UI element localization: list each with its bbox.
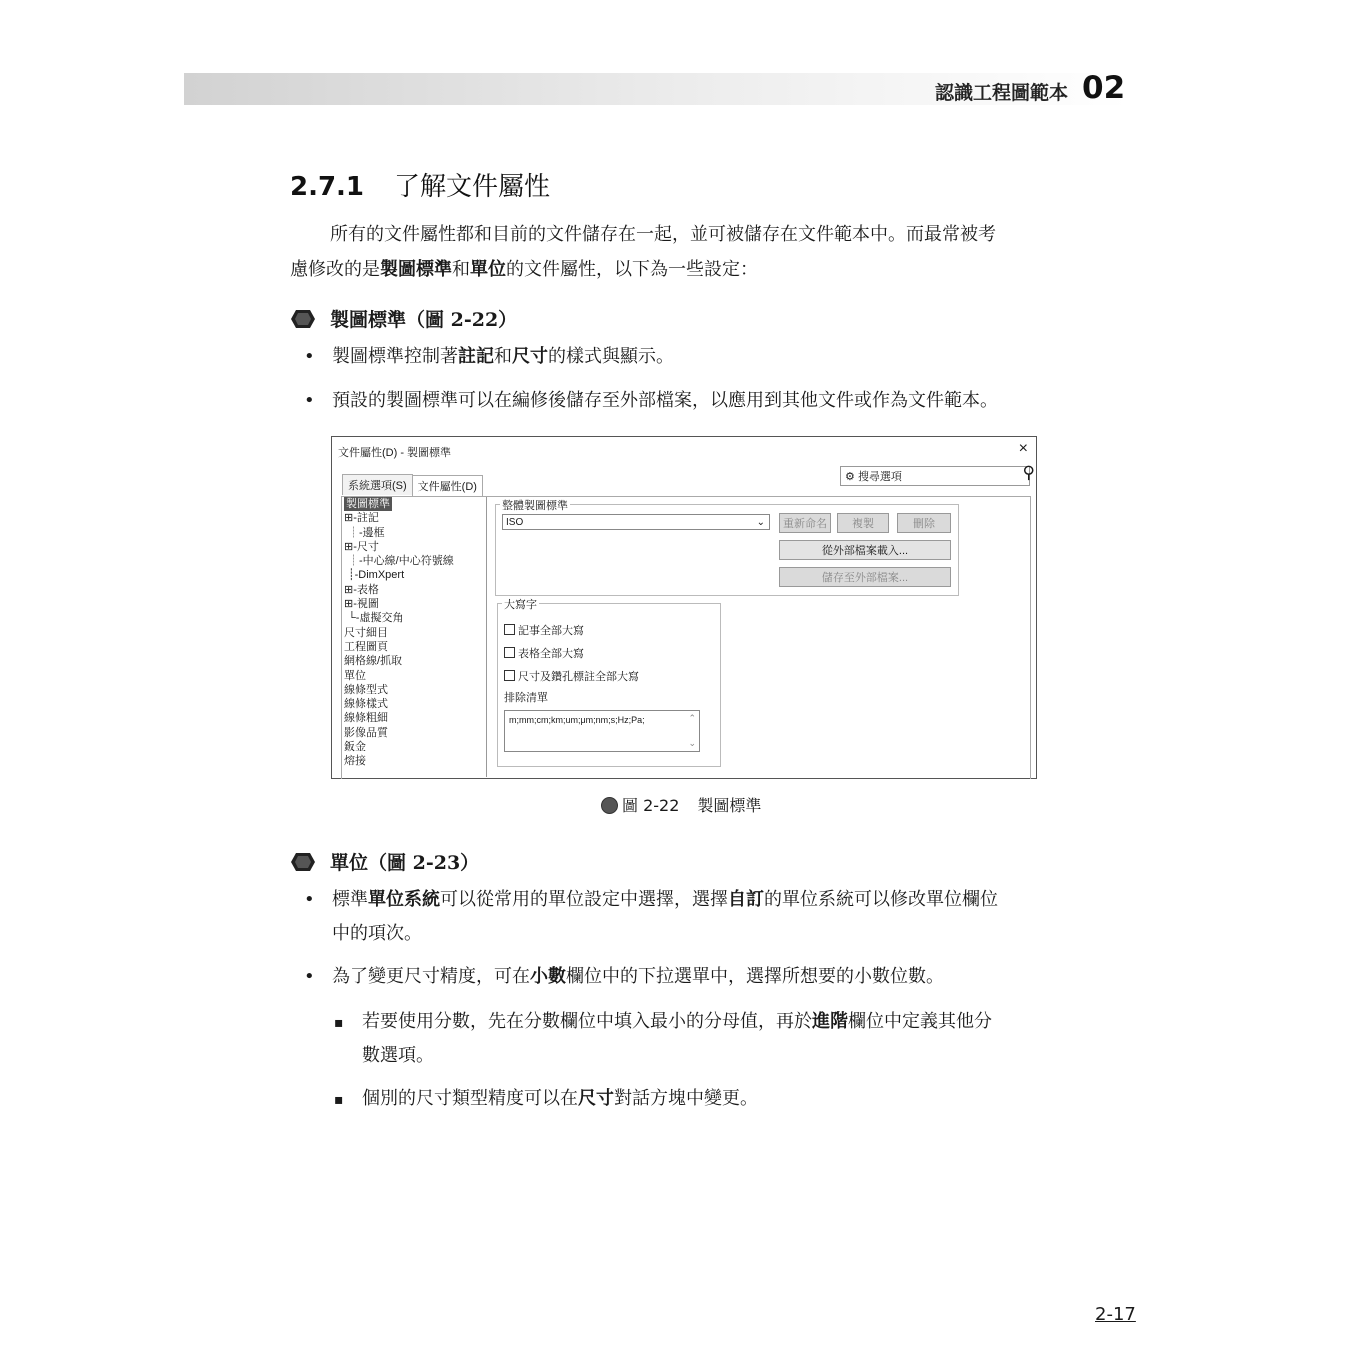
group-legend: 大寫字 [502, 596, 539, 612]
text: 預設的製圖標準可以在編修後儲存至外部檔案，以應用到其他文件或作為文件範本。 [332, 390, 998, 411]
chevron-up-icon[interactable]: ⌃ [688, 713, 696, 723]
chapter-title: 認識工程圖範本 [934, 82, 1068, 104]
text: 欄位中的下拉選單中，選擇所想要的小數位數。 [566, 966, 944, 987]
tree-item[interactable]: 鈑金 [344, 741, 366, 754]
tree-item[interactable]: 線條粗細 [344, 712, 388, 725]
hexagon-icon [290, 309, 316, 329]
bullet-icon: • [304, 390, 315, 411]
tree-item[interactable]: 線條樣式 [344, 698, 388, 711]
checkbox-label: 尺寸及鑽孔標註全部大寫 [518, 671, 639, 683]
chevron-down-icon: ⌄ [756, 517, 765, 528]
notes-uppercase-checkbox[interactable] [504, 622, 584, 638]
tree-item[interactable]: 線條型式 [344, 683, 388, 696]
dialog-tabs [342, 474, 482, 495]
chevron-down-icon[interactable]: ⌄ [688, 738, 696, 748]
save-to-file-button[interactable]: 儲存至外部檔案... [779, 567, 951, 587]
topic-heading-standard [290, 305, 517, 332]
intro-text: 慮修改的是 [290, 259, 380, 280]
text: 和 [494, 346, 512, 367]
exclude-list-textarea[interactable] [504, 710, 700, 752]
exclude-list-value: m;mm;cm;km;um;μm;nm;s;Hz;Pa; [509, 715, 645, 725]
bullet-icon: • [304, 889, 315, 910]
intro-text: 和 [452, 259, 470, 280]
tree-item[interactable]: ⊞-表格 [344, 583, 379, 596]
bold-text: 尺寸 [512, 346, 548, 367]
bullet-icon: • [304, 346, 315, 367]
figure-caption [601, 793, 761, 816]
close-icon[interactable]: × [1018, 440, 1028, 457]
tree-item[interactable]: ⊞-尺寸 [344, 540, 379, 553]
tree-item[interactable]: 單位 [344, 669, 366, 682]
tab-document-properties[interactable]: 文件屬性(D) [412, 475, 483, 496]
tree-item[interactable]: 熔接 [344, 755, 366, 768]
standard-select[interactable] [502, 514, 770, 530]
topic-heading-text: 單位（圖 2-23） [330, 852, 480, 874]
bold-text: 尺寸 [578, 1088, 614, 1109]
sub-list-item [334, 1005, 1084, 1073]
overall-standard-group [495, 500, 959, 596]
intro-bold: 製圖標準 [380, 259, 452, 280]
tables-uppercase-checkbox[interactable] [504, 645, 584, 661]
intro-bold: 單位 [470, 259, 506, 280]
text: 製圖標準控制著 [332, 346, 458, 367]
list-item [304, 340, 1084, 374]
text: 中的項次。 [332, 923, 422, 944]
text: 的單位系統可以修改單位欄位 [764, 889, 998, 910]
tree-item[interactable]: ┊-中心線/中心符號線 [348, 555, 454, 568]
square-bullet-icon: ▪ [334, 1015, 344, 1031]
text: 對話方塊中變更。 [614, 1088, 758, 1109]
document-properties-dialog [331, 436, 1037, 779]
list-item [304, 960, 1084, 994]
text: 若要使用分數，先在分數欄位中填入最小的分母值，再於 [362, 1011, 812, 1032]
sub-list-item [334, 1082, 1084, 1117]
list-item [304, 384, 1084, 418]
page-number: 2-17 [1095, 1304, 1136, 1325]
tree-item[interactable]: └-虛擬交角 [348, 612, 404, 625]
section-number: 2.7.1 [290, 172, 365, 202]
tree-item[interactable]: ┊-DimXpert [348, 569, 405, 582]
select-value: ISO [506, 517, 524, 528]
hexagon-icon [290, 852, 316, 872]
bold-text: 小數 [530, 966, 566, 987]
search-input[interactable] [840, 463, 1035, 486]
copy-button[interactable]: 複製 [837, 513, 889, 533]
dialog-title: 文件屬性(D) - 製圖標準 [338, 447, 452, 459]
dims-uppercase-checkbox[interactable] [504, 668, 639, 684]
tree-item[interactable]: 工程圖頁 [344, 640, 388, 653]
tree-item[interactable]: 網格線/抓取 [344, 655, 403, 668]
text: 為了變更尺寸精度，可在 [332, 966, 530, 987]
text: 個別的尺寸類型精度可以在 [362, 1088, 578, 1109]
group-legend: 整體製圖標準 [500, 497, 570, 513]
text: 的樣式與顯示。 [548, 346, 674, 367]
gear-icon: ⚙ [845, 471, 855, 483]
search-placeholder: 搜尋選項 [857, 471, 902, 483]
bold-text: 註記 [458, 346, 494, 367]
load-from-file-button[interactable]: 從外部檔案載入... [779, 540, 951, 560]
topic-heading-text: 製圖標準（圖 2-22） [330, 309, 518, 331]
square-bullet-icon: ▪ [334, 1092, 344, 1108]
search-icon[interactable]: ⚲ [1022, 463, 1035, 482]
delete-button[interactable]: 刪除 [897, 513, 951, 533]
topic-heading-units [290, 848, 479, 875]
tree-item[interactable]: ⊞-註記 [344, 512, 379, 525]
intro-text: 的文件屬性，以下為一些設定： [506, 259, 758, 280]
checkbox-label: 表格全部大寫 [518, 648, 584, 660]
chapter-number: 02 [1082, 70, 1126, 106]
intro-paragraph [290, 217, 1090, 287]
rename-button[interactable]: 重新命名 [779, 513, 831, 533]
options-tree [344, 497, 487, 777]
section-title [290, 166, 550, 203]
tab-system-options[interactable]: 系統選項(S) [342, 474, 413, 495]
bullet-icon: • [304, 966, 315, 987]
tree-item[interactable]: ┊-邊框 [348, 526, 385, 539]
text: 標準 [332, 889, 368, 910]
disc-icon [601, 797, 618, 814]
bold-text: 進階 [812, 1011, 848, 1032]
uppercase-group [497, 599, 721, 767]
tree-item[interactable]: ⊞-視圖 [344, 598, 379, 611]
bold-text: 自訂 [728, 889, 764, 910]
figure-number: 圖 2-22 [622, 796, 680, 815]
checkbox-label: 記事全部大寫 [518, 625, 584, 637]
bold-text: 單位系統 [368, 889, 440, 910]
tree-item[interactable]: 影像品質 [344, 726, 388, 739]
section-title-text: 了解文件屬性 [394, 172, 551, 202]
tree-item[interactable]: 尺寸細目 [344, 626, 388, 639]
text: 數選項。 [362, 1045, 434, 1066]
text: 可以從常用的單位設定中選擇，選擇 [440, 889, 728, 910]
intro-line1: 所有的文件屬性都和目前的文件儲存在一起，並可被儲存在文件範本中。而最常被考 [330, 224, 996, 245]
exclude-list-label: 排除清單 [504, 692, 548, 704]
list-item [304, 883, 1084, 951]
figure-title: 製圖標準 [697, 796, 762, 815]
text: 欄位中定義其他分 [848, 1011, 992, 1032]
tree-item-drafting-standard[interactable]: 製圖標準 [346, 498, 390, 510]
